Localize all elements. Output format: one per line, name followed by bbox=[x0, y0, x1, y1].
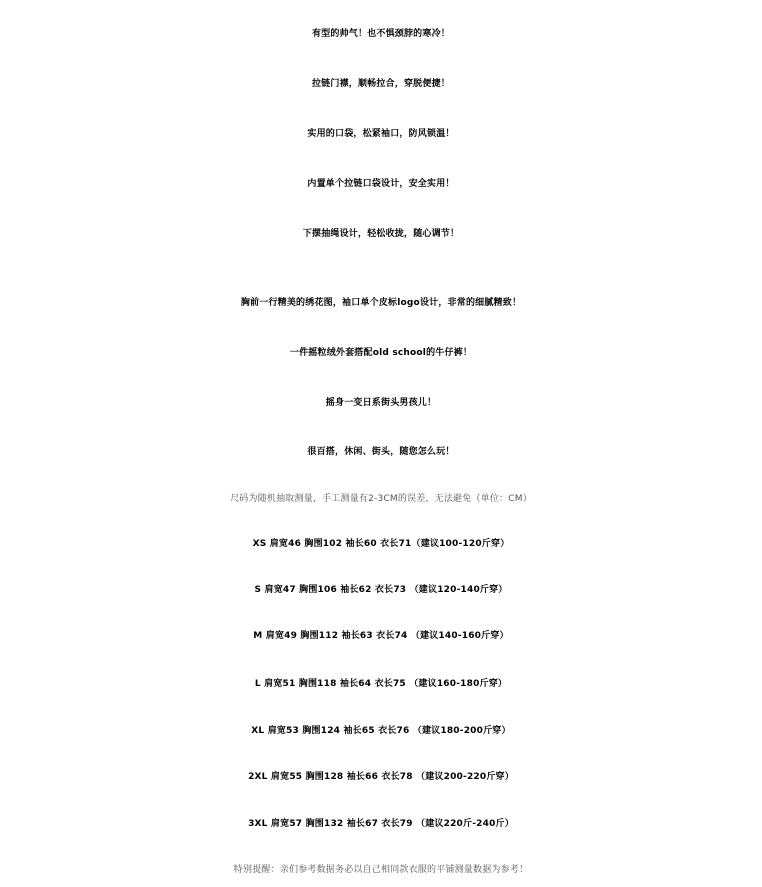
intro-line: 拉链门襟，顺畅拉合，穿脱便捷！ bbox=[311, 79, 450, 89]
size-row: XL 肩宽53 胸围124 袖长65 衣长76 （建议180-200斤穿） bbox=[251, 726, 511, 736]
measurement-note: 尺码为随机抽取测量，手工测量有2-3CM的误差，无法避免（单位：CM） bbox=[230, 494, 532, 504]
feature-line: 一件摇粒绒外套搭配old school的牛仔裤！ bbox=[289, 348, 473, 358]
size-row: 3XL 肩宽57 胸围132 袖长67 衣长79 （建议220斤-240斤） bbox=[248, 819, 514, 829]
intro-line: 内置单个拉链口袋设计，安全实用！ bbox=[307, 179, 455, 189]
size-row: 2XL 肩宽55 胸围128 袖长66 衣长78 （建议200-220斤穿） bbox=[248, 772, 514, 782]
size-row: XS 肩宽46 胸围102 袖长60 衣长71（建议100-120斤穿） bbox=[252, 539, 510, 549]
size-row: M 肩宽49 胸围112 袖长63 衣长74 （建议140-160斤穿） bbox=[253, 631, 509, 641]
feature-line: 胸前一行精美的绣花图，袖口单个皮标logo设计，非常的细腻精致！ bbox=[240, 298, 522, 308]
size-row: L 肩宽51 胸围118 袖长64 衣长75 （建议160-180斤穿） bbox=[254, 679, 508, 689]
size-row: S 肩宽47 胸围106 袖长62 衣长73 （建议120-140斤穿） bbox=[254, 585, 508, 595]
feature-line: 摇身一变日系街头男孩儿！ bbox=[325, 398, 437, 408]
intro-line: 有型的帅气！也不惧颈脖的寒冷！ bbox=[311, 29, 450, 39]
footer-note: 特别提醒：亲们参考数据务必以自己相同款衣服的平铺测量数据为参考！ bbox=[233, 865, 529, 875]
intro-line: 下摆抽绳设计，轻松收拢，随心调节！ bbox=[302, 229, 460, 239]
feature-line: 很百搭，休闲、街头，随您怎么玩！ bbox=[307, 447, 455, 457]
intro-line: 实用的口袋，松紧袖口，防风锁温！ bbox=[307, 129, 455, 139]
